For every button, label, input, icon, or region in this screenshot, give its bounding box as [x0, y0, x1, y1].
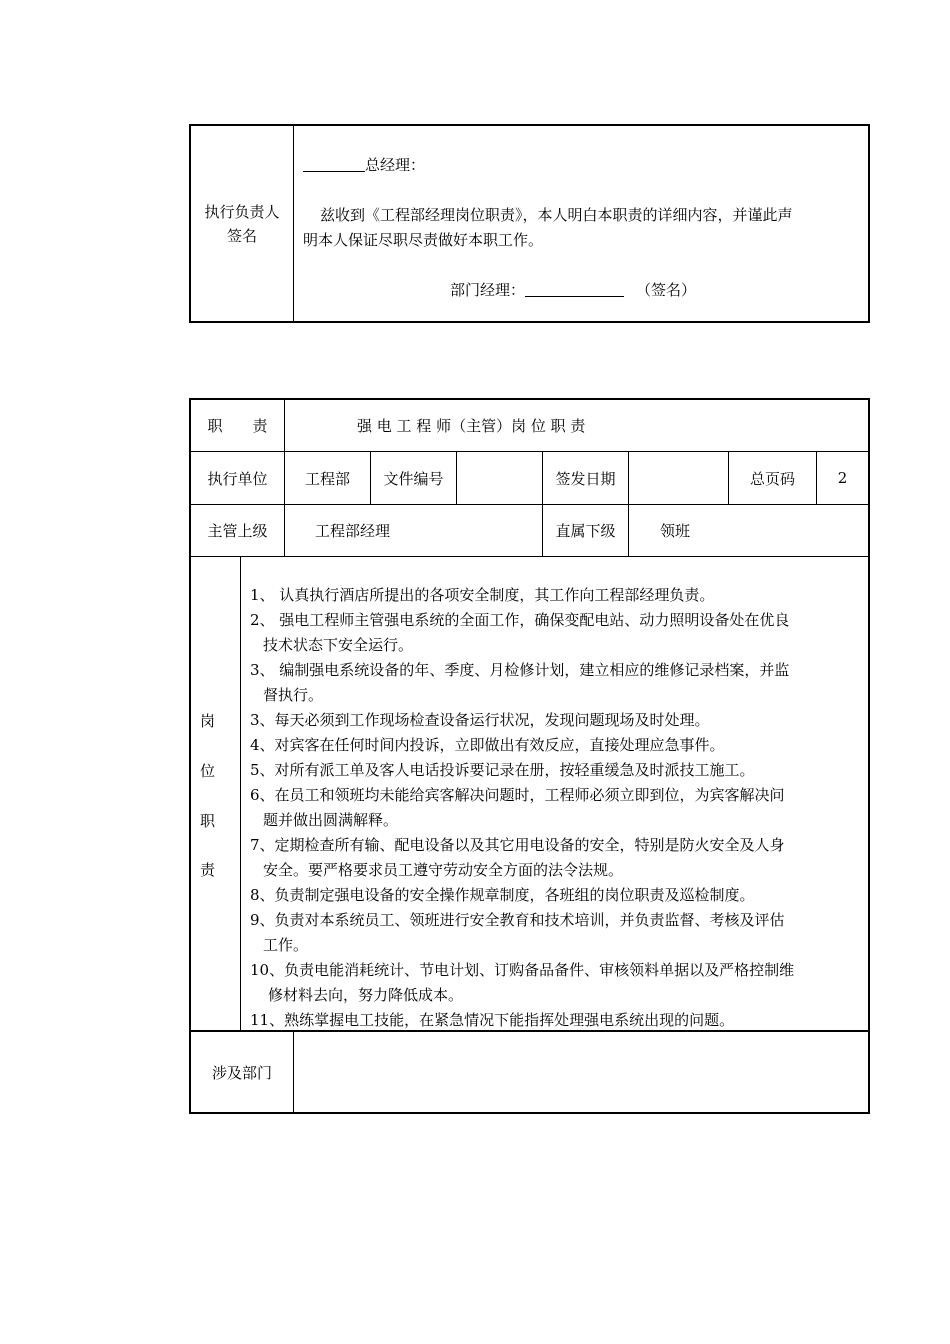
- total-pages-label: 总页码: [749, 469, 795, 488]
- duty-item-continuation: 安全。要严格要求员工遵守劳动安全方面的法令法规。: [263, 861, 624, 879]
- duty-item: 6、在员工和领班均未能给宾客解决问题时，工程师必须立即到位，为宾客解决问: [250, 786, 785, 804]
- column-divider: [240, 557, 241, 1031]
- duties-side-label: [191, 557, 240, 1030]
- issue-date-label: 签发日期: [555, 469, 616, 488]
- sign-note: （签名）: [636, 281, 697, 299]
- duty-item: 1、 认真执行酒店所提出的各项安全制度，其工作向工程部经理负责。: [250, 586, 715, 604]
- table-border-right: [868, 124, 870, 323]
- side-label-char: 位: [200, 762, 216, 780]
- duty-item-continuation: 题并做出圆满解释。: [263, 811, 399, 829]
- document-title: 强 电 工 程 师（主管）岗 位 职 责: [357, 417, 586, 435]
- duty-item-continuation: 技术状态下安全运行。: [263, 636, 414, 654]
- duty-label: 职 责: [207, 417, 268, 435]
- exec-unit-label: 执行单位: [207, 469, 268, 488]
- subordinate-value: 领班: [660, 522, 691, 540]
- duty-item: 7、定期检查所有输、配电设备以及其它用电设备的安全，特别是防火安全及人身: [250, 836, 785, 854]
- manager-label: 部门经理：: [450, 281, 526, 299]
- side-label-char: 责: [200, 861, 216, 879]
- side-label-char: 岗: [200, 712, 216, 730]
- salutation-line: [303, 155, 425, 175]
- duty-item: 11、熟练掌握电工技能，在紧急情况下能指挥处理强电系统出现的问题。: [250, 1011, 735, 1029]
- table-border-bottom: [189, 1112, 870, 1114]
- duty-item: 9、负责对本系统员工、领班进行安全教育和技术培训，并负责监督、考核及评估: [250, 911, 785, 929]
- statement-line1: 兹收到《工程部经理岗位职责》，本人明白本职责的详细内容，并谨此声: [320, 206, 793, 224]
- issue-date-value: [629, 452, 728, 504]
- duty-item: 4、对宾客在任何时间内投诉，立即做出有效反应，直接处理应急事件。: [250, 736, 725, 754]
- duty-item-continuation: 督执行。: [263, 686, 324, 704]
- duty-item: 10、负责电能消耗统计、节电计划、订购备品备件、审核领料单据以及严格控制维: [250, 961, 795, 979]
- subordinate-label: 直属下级: [555, 522, 616, 540]
- signer-label-cell: [191, 126, 293, 321]
- statement-line2: 明本人保证尽职尽责做好本职工作。: [303, 231, 544, 249]
- superior-label: 主管上级: [207, 522, 268, 540]
- total-pages-value: 2: [837, 469, 848, 487]
- duty-item: 8、负责制定强电设备的安全操作规章制度，各班组的岗位职责及巡检制度。: [250, 886, 755, 904]
- salutation: 总经理：: [365, 156, 426, 174]
- duty-item: 3、 编制强电系统设备的年、季度、月检修计划，建立相应的维修记录档案，并监: [250, 661, 790, 679]
- doc-number-label: 文件编号: [383, 469, 444, 488]
- table-border-right: [868, 398, 870, 1114]
- signer-label-line2: 签名: [226, 226, 257, 245]
- row-divider: [189, 504, 870, 505]
- duty-item-continuation: 修材料去向，努力降低成本。: [268, 986, 464, 1004]
- duty-item-continuation: 工作。: [263, 936, 309, 954]
- table-border-bottom: [189, 321, 870, 323]
- duty-item: 2、 强电工程师主管强电系统的全面工作，确保变配电站、动力照明设备处在优良: [250, 611, 790, 629]
- column-divider: [293, 124, 294, 323]
- side-label-char: 职: [200, 812, 216, 830]
- row-divider: [189, 556, 870, 557]
- signer-label-line1: 执行负责人: [204, 202, 280, 221]
- duty-item: 3、每天必须到工作现场检查设备运行状况，发现问题现场及时处理。: [250, 711, 710, 729]
- column-divider: [293, 1031, 294, 1114]
- dept-value: [300, 1032, 860, 1112]
- manager-signature-blank[interactable]: [525, 280, 624, 297]
- manager-sign-line: [450, 280, 696, 300]
- recipient-blank[interactable]: [303, 155, 365, 172]
- duty-item: 5、对所有派工单及客人电话投诉要记录在册，按轻重缓急及时派技工施工。: [250, 761, 755, 779]
- doc-number-value: [457, 452, 542, 504]
- dept-label: 涉及部门: [211, 1063, 272, 1082]
- superior-value: 工程部经理: [315, 522, 391, 540]
- exec-unit-value: 工程部: [304, 469, 350, 488]
